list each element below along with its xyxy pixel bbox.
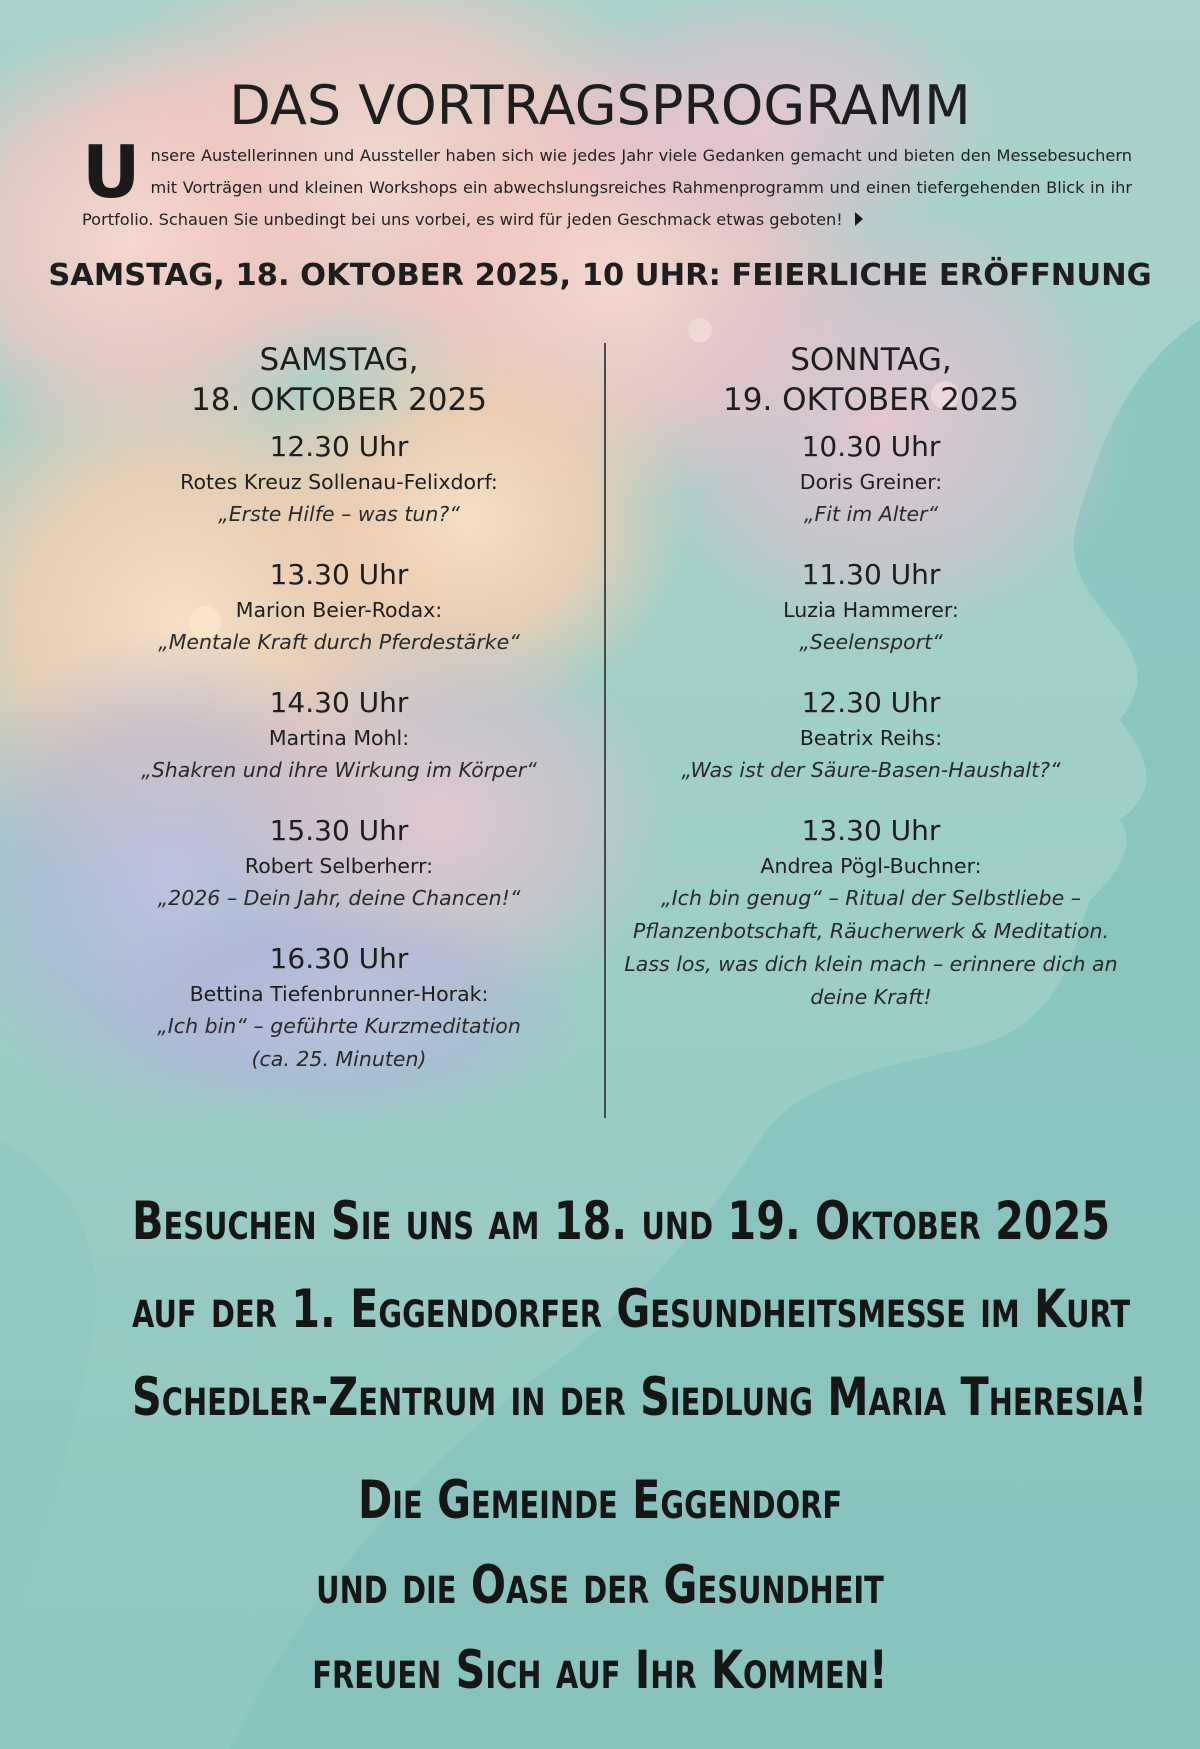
greeting-line: freuen Sich auf Ihr Kommen! bbox=[312, 1640, 888, 1701]
day-heading bbox=[74, 340, 604, 420]
event-time: 13.30 Uhr bbox=[269, 558, 409, 591]
event-title: „Ich bin genug“ – Ritual der Selbstliebe – Pflanzenbotschaft, Räucherwerk & Meditation. Lass los, was dich klein mach – erinnere dich an deine Kraft! bbox=[624, 886, 1118, 1009]
event-speaker: Marion Beier-Rodax: bbox=[235, 598, 443, 622]
event-time: 12.30 Uhr bbox=[269, 430, 409, 463]
program-item bbox=[74, 556, 604, 659]
greeting-line: und die Oase der Gesundheit bbox=[316, 1555, 884, 1616]
event-speaker: Andrea Pögl-Buchner: bbox=[760, 854, 982, 878]
event-time: 13.30 Uhr bbox=[801, 814, 941, 847]
event-note: (ca. 25. Minuten) bbox=[251, 1047, 427, 1071]
event-time: 15.30 Uhr bbox=[269, 814, 409, 847]
end-mark-icon bbox=[855, 212, 863, 226]
event-time: 10.30 Uhr bbox=[801, 430, 941, 463]
day-name: SAMSTAG, bbox=[259, 342, 419, 378]
invitation-line: Schedler-Zentrum in der Siedlung Maria Theresia! bbox=[132, 1367, 1148, 1428]
event-title: „Ich bin“ – geführte Kurzmeditation bbox=[157, 1014, 521, 1038]
event-title: „Was ist der Säure-Basen-Haushalt?“ bbox=[681, 758, 1061, 782]
closing-greeting bbox=[132, 1458, 1068, 1713]
event-speaker: Rotes Kreuz Sollenau-Felixdorf: bbox=[180, 470, 498, 494]
day-name: SONNTAG, bbox=[790, 342, 952, 378]
sunday-column bbox=[606, 340, 1136, 1039]
program-item bbox=[606, 428, 1136, 531]
day-heading bbox=[606, 340, 1136, 420]
program-item bbox=[606, 812, 1136, 1014]
event-title: „Fit im Alter“ bbox=[803, 502, 939, 526]
page-title: DAS VORTRAGSPROGRAMM bbox=[229, 74, 971, 138]
event-speaker: Doris Greiner: bbox=[799, 470, 943, 494]
event-speaker: Bettina Tiefenbrunner-Horak: bbox=[189, 982, 489, 1006]
program-item bbox=[74, 428, 604, 531]
program-item bbox=[74, 812, 604, 915]
intro-paragraph bbox=[82, 130, 1132, 236]
day-date: 18. OKTOBER 2025 bbox=[191, 382, 487, 418]
program-item bbox=[74, 684, 604, 787]
dropcap-letter: U bbox=[82, 130, 141, 215]
event-title: „Seelensport“ bbox=[799, 630, 943, 654]
saturday-column bbox=[74, 340, 604, 1101]
invitation-line: Besuchen Sie uns am 18. und 19. Oktober 2025 bbox=[132, 1191, 1111, 1252]
event-time: 12.30 Uhr bbox=[801, 686, 941, 719]
event-title: „2026 – Dein Jahr, deine Chancen!“ bbox=[157, 886, 521, 910]
opening-announcement: SAMSTAG, 18. OKTOBER 2025, 10 UHR: FEIERLICHE ERÖFFNUNG bbox=[48, 258, 1152, 293]
invitation-line: auf der 1. Eggendorfer Gesundheitsmesse im Kurt bbox=[132, 1279, 1131, 1340]
event-time: 14.30 Uhr bbox=[269, 686, 409, 719]
day-date: 19. OKTOBER 2025 bbox=[723, 382, 1019, 418]
event-time: 11.30 Uhr bbox=[801, 558, 941, 591]
event-speaker: Robert Selberherr: bbox=[244, 854, 434, 878]
event-title: „Mentale Kraft durch Pferdestärke“ bbox=[158, 630, 520, 654]
event-time: 16.30 Uhr bbox=[269, 942, 409, 975]
event-title: „Shakren und ihre Wirkung im Körper“ bbox=[141, 758, 537, 782]
event-speaker: Martina Mohl: bbox=[268, 726, 410, 750]
visit-invitation bbox=[132, 1178, 1148, 1442]
event-title: „Erste Hilfe – was tun?“ bbox=[218, 502, 460, 526]
event-speaker: Beatrix Reihs: bbox=[799, 726, 943, 750]
program-item bbox=[74, 940, 604, 1076]
intro-text: nsere Austellerinnen und Aussteller haben sich wie jedes Jahr viele Gedanken gemacht und bieten den Messebesuchern mit Vorträgen und kleinen Workshops ein abwechslungsreiches Rahmenprogramm und einen tiefergehenden Blick in ihr Portfolio. Schauen Sie unbedingt bei uns vorbei, es wird für jeden Geschmack etwas geboten! bbox=[82, 146, 1132, 230]
program-item bbox=[606, 684, 1136, 787]
program-item bbox=[606, 556, 1136, 659]
greeting-line: Die Gemeinde Eggendorf bbox=[357, 1470, 843, 1531]
event-speaker: Luzia Hammerer: bbox=[783, 598, 959, 622]
